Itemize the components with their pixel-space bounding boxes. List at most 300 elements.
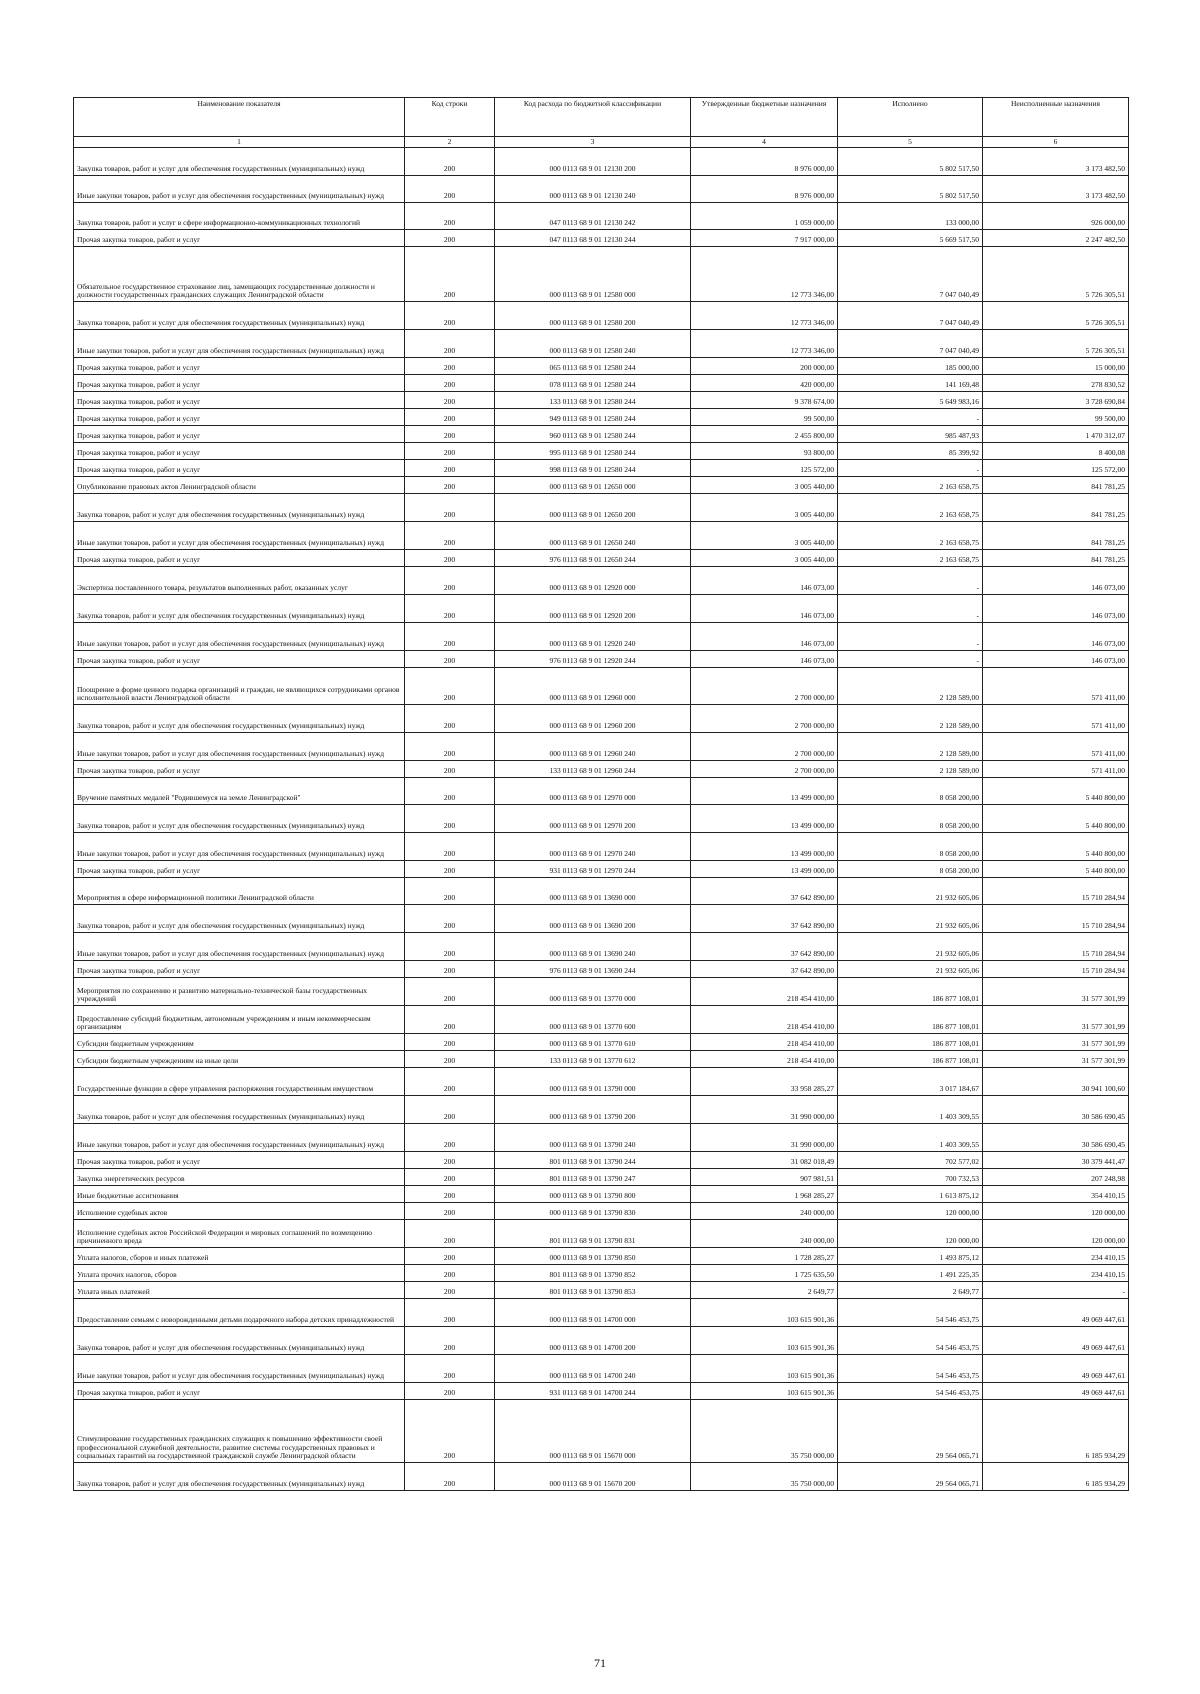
row-unexecuted-value: 15 710 284,94 bbox=[983, 878, 1129, 905]
row-unexecuted-value: 278 830,52 bbox=[983, 375, 1129, 392]
row-name: Предоставление субсидий бюджетным, автономным учреждениям и иным некоммерческим организациям bbox=[74, 1006, 405, 1034]
column-number-row bbox=[74, 137, 1129, 148]
row-classification-code: 801 0113 68 9 01 13790 853 bbox=[495, 1282, 691, 1299]
row-line-code: 200 bbox=[405, 1068, 495, 1096]
row-approved-value: 1 728 285,27 bbox=[691, 1248, 838, 1265]
row-unexecuted-value: 6 185 934,29 bbox=[983, 1463, 1129, 1491]
row-line-code: 200 bbox=[405, 1124, 495, 1152]
table-row bbox=[74, 426, 1129, 443]
header-line-code: Код строки bbox=[405, 98, 495, 137]
row-unexecuted-value: 571 411,00 bbox=[983, 668, 1129, 705]
row-unexecuted-value: 571 411,00 bbox=[983, 761, 1129, 778]
row-name: Прочая закупка товаров, работ и услуг bbox=[74, 861, 405, 878]
row-line-code: 200 bbox=[405, 1203, 495, 1220]
row-unexecuted-value: 49 069 447,61 bbox=[983, 1383, 1129, 1400]
row-approved-value: 2 700 000,00 bbox=[691, 668, 838, 705]
table-row bbox=[74, 176, 1129, 203]
row-name: Закупка товаров, работ и услуг для обеспечения государственных (муниципальных) нужд bbox=[74, 1327, 405, 1355]
row-name: Государственные функции в сфере управления распоряжения государственным имуществом bbox=[74, 1068, 405, 1096]
row-name: Иные закупки товаров, работ и услуг для обеспечения государственных (муниципальных) нужд bbox=[74, 330, 405, 358]
row-approved-value: 93 800,00 bbox=[691, 443, 838, 460]
row-line-code: 200 bbox=[405, 1383, 495, 1400]
row-unexecuted-value: 146 073,00 bbox=[983, 651, 1129, 668]
row-classification-code: 000 0113 68 9 01 13790 800 bbox=[495, 1186, 691, 1203]
row-classification-code: 000 0113 68 9 01 13790 240 bbox=[495, 1124, 691, 1152]
table-row bbox=[74, 961, 1129, 978]
row-classification-code: 976 0113 68 9 01 12650 244 bbox=[495, 550, 691, 567]
row-line-code: 200 bbox=[405, 878, 495, 905]
row-name: Прочая закупка товаров, работ и услуг bbox=[74, 409, 405, 426]
row-unexecuted-value: 354 410,15 bbox=[983, 1186, 1129, 1203]
row-line-code: 200 bbox=[405, 203, 495, 230]
row-classification-code: 949 0113 68 9 01 12580 244 bbox=[495, 409, 691, 426]
row-name: Закупка товаров, работ и услуг для обеспечения государственных (муниципальных) нужд bbox=[74, 905, 405, 933]
row-line-code: 200 bbox=[405, 1400, 495, 1463]
row-unexecuted-value: 234 410,15 bbox=[983, 1248, 1129, 1265]
page-number: 71 bbox=[594, 1656, 606, 1670]
row-executed-value: 5 802 517,50 bbox=[838, 148, 983, 176]
row-executed-value: 54 546 453,75 bbox=[838, 1383, 983, 1400]
row-name: Уплата иных платежей bbox=[74, 1282, 405, 1299]
row-classification-code: 000 0113 68 9 01 13690 000 bbox=[495, 878, 691, 905]
row-approved-value: 37 642 890,00 bbox=[691, 878, 838, 905]
table-row bbox=[74, 595, 1129, 623]
table-row bbox=[74, 1265, 1129, 1282]
row-unexecuted-value: 5 726 305,51 bbox=[983, 302, 1129, 330]
row-classification-code: 000 0113 68 9 01 12130 200 bbox=[495, 148, 691, 176]
row-line-code: 200 bbox=[405, 668, 495, 705]
row-classification-code: 801 0113 68 9 01 13790 852 bbox=[495, 1265, 691, 1282]
row-unexecuted-value: 125 572,00 bbox=[983, 460, 1129, 477]
row-classification-code: 000 0113 68 9 01 12580 200 bbox=[495, 302, 691, 330]
table-row bbox=[74, 861, 1129, 878]
row-approved-value: 103 615 901,36 bbox=[691, 1327, 838, 1355]
row-executed-value: 54 546 453,75 bbox=[838, 1355, 983, 1383]
row-unexecuted-value: 841 781,25 bbox=[983, 477, 1129, 494]
row-line-code: 200 bbox=[405, 302, 495, 330]
row-line-code: 200 bbox=[405, 1282, 495, 1299]
table-row bbox=[74, 878, 1129, 905]
row-name: Прочая закупка товаров, работ и услуг bbox=[74, 550, 405, 567]
row-approved-value: 35 750 000,00 bbox=[691, 1400, 838, 1463]
row-name: Мероприятия по сохранению и развитию материально-технической базы государственных учреждений bbox=[74, 978, 405, 1006]
row-executed-value: - bbox=[838, 623, 983, 651]
row-classification-code: 960 0113 68 9 01 12580 244 bbox=[495, 426, 691, 443]
row-line-code: 200 bbox=[405, 1051, 495, 1068]
row-name: Обязательное государственное страхование лиц, замещающих государственные должности и должности государственных гражданских служащих Ленинградской области bbox=[74, 247, 405, 302]
row-approved-value: 37 642 890,00 bbox=[691, 961, 838, 978]
row-line-code: 200 bbox=[405, 392, 495, 409]
row-executed-value: 1 403 309,55 bbox=[838, 1096, 983, 1124]
row-classification-code: 000 0113 68 9 01 12970 240 bbox=[495, 833, 691, 861]
row-unexecuted-value: 15 710 284,94 bbox=[983, 961, 1129, 978]
row-unexecuted-value: 841 781,25 bbox=[983, 494, 1129, 522]
row-line-code: 200 bbox=[405, 358, 495, 375]
row-approved-value: 1 059 000,00 bbox=[691, 203, 838, 230]
row-classification-code: 000 0113 68 9 01 13690 240 bbox=[495, 933, 691, 961]
row-line-code: 200 bbox=[405, 494, 495, 522]
row-approved-value: 31 990 000,00 bbox=[691, 1124, 838, 1152]
row-approved-value: 240 000,00 bbox=[691, 1220, 838, 1248]
row-line-code: 200 bbox=[405, 247, 495, 302]
row-classification-code: 801 0113 68 9 01 13790 247 bbox=[495, 1169, 691, 1186]
row-classification-code: 995 0113 68 9 01 12580 244 bbox=[495, 443, 691, 460]
row-approved-value: 218 454 410,00 bbox=[691, 978, 838, 1006]
row-approved-value: 12 773 346,00 bbox=[691, 302, 838, 330]
row-unexecuted-value: 146 073,00 bbox=[983, 567, 1129, 595]
row-line-code: 200 bbox=[405, 705, 495, 733]
table-row bbox=[74, 567, 1129, 595]
row-classification-code: 000 0113 68 9 01 12650 000 bbox=[495, 477, 691, 494]
row-unexecuted-value: 31 577 301,99 bbox=[983, 1051, 1129, 1068]
row-unexecuted-value: 5 440 800,00 bbox=[983, 833, 1129, 861]
row-approved-value: 13 499 000,00 bbox=[691, 805, 838, 833]
row-approved-value: 3 005 440,00 bbox=[691, 494, 838, 522]
table-row bbox=[74, 833, 1129, 861]
table-row bbox=[74, 409, 1129, 426]
row-unexecuted-value: 926 000,00 bbox=[983, 203, 1129, 230]
row-unexecuted-value: 30 941 100,60 bbox=[983, 1068, 1129, 1096]
row-name: Закупка товаров, работ и услуг для обеспечения государственных (муниципальных) нужд bbox=[74, 494, 405, 522]
row-line-code: 200 bbox=[405, 1152, 495, 1169]
row-approved-value: 125 572,00 bbox=[691, 460, 838, 477]
table-row bbox=[74, 733, 1129, 761]
row-classification-code: 133 0113 68 9 01 12580 244 bbox=[495, 392, 691, 409]
table-row bbox=[74, 148, 1129, 176]
row-executed-value: 21 932 605,06 bbox=[838, 905, 983, 933]
row-classification-code: 000 0113 68 9 01 13790 830 bbox=[495, 1203, 691, 1220]
row-executed-value: 29 564 065,71 bbox=[838, 1400, 983, 1463]
row-name: Закупка товаров, работ и услуг для обеспечения государственных (муниципальных) нужд bbox=[74, 302, 405, 330]
row-name: Прочая закупка товаров, работ и услуг bbox=[74, 460, 405, 477]
table-row bbox=[74, 522, 1129, 550]
row-approved-value: 3 005 440,00 bbox=[691, 550, 838, 567]
row-unexecuted-value: 207 248,98 bbox=[983, 1169, 1129, 1186]
row-classification-code: 000 0113 68 9 01 12650 240 bbox=[495, 522, 691, 550]
table-row bbox=[74, 1248, 1129, 1265]
row-executed-value: 186 877 108,01 bbox=[838, 978, 983, 1006]
row-approved-value: 2 649,77 bbox=[691, 1282, 838, 1299]
row-approved-value: 1 968 285,27 bbox=[691, 1186, 838, 1203]
row-name: Иные закупки товаров, работ и услуг для обеспечения государственных (муниципальных) нужд bbox=[74, 833, 405, 861]
header-row bbox=[74, 98, 1129, 137]
row-name: Иные закупки товаров, работ и услуг для обеспечения государственных (муниципальных) нужд bbox=[74, 522, 405, 550]
row-unexecuted-value: 1 470 312,07 bbox=[983, 426, 1129, 443]
row-classification-code: 801 0113 68 9 01 13790 831 bbox=[495, 1220, 691, 1248]
table-row bbox=[74, 805, 1129, 833]
row-unexecuted-value: 49 069 447,61 bbox=[983, 1327, 1129, 1355]
row-executed-value: 1 493 875,12 bbox=[838, 1248, 983, 1265]
table-row bbox=[74, 358, 1129, 375]
row-name: Закупка товаров, работ и услуг для обеспечения государственных (муниципальных) нужд bbox=[74, 805, 405, 833]
table-row bbox=[74, 778, 1129, 805]
table-row bbox=[74, 1383, 1129, 1400]
row-approved-value: 103 615 901,36 bbox=[691, 1299, 838, 1327]
row-classification-code: 000 0113 68 9 01 15670 000 bbox=[495, 1400, 691, 1463]
row-unexecuted-value: 5 440 800,00 bbox=[983, 861, 1129, 878]
row-name: Иные закупки товаров, работ и услуг для обеспечения государственных (муниципальных) нужд bbox=[74, 1355, 405, 1383]
row-classification-code: 133 0113 68 9 01 13770 612 bbox=[495, 1051, 691, 1068]
row-line-code: 200 bbox=[405, 651, 495, 668]
row-classification-code: 000 0113 68 9 01 12960 000 bbox=[495, 668, 691, 705]
row-line-code: 200 bbox=[405, 1463, 495, 1491]
row-unexecuted-value: 234 410,15 bbox=[983, 1265, 1129, 1282]
row-approved-value: 31 082 018,49 bbox=[691, 1152, 838, 1169]
row-line-code: 200 bbox=[405, 1355, 495, 1383]
row-classification-code: 000 0113 68 9 01 13770 610 bbox=[495, 1034, 691, 1051]
row-line-code: 200 bbox=[405, 330, 495, 358]
row-name: Прочая закупка товаров, работ и услуг bbox=[74, 651, 405, 668]
row-classification-code: 000 0113 68 9 01 14700 000 bbox=[495, 1299, 691, 1327]
row-name: Опубликование правовых актов Ленинградской области bbox=[74, 477, 405, 494]
row-line-code: 200 bbox=[405, 1248, 495, 1265]
row-unexecuted-value: 2 247 482,50 bbox=[983, 230, 1129, 247]
row-classification-code: 000 0113 68 9 01 12580 240 bbox=[495, 330, 691, 358]
row-classification-code: 801 0113 68 9 01 13790 244 bbox=[495, 1152, 691, 1169]
row-classification-code: 000 0113 68 9 01 13790 000 bbox=[495, 1068, 691, 1096]
row-executed-value: 985 487,93 bbox=[838, 426, 983, 443]
table-row bbox=[74, 1096, 1129, 1124]
row-executed-value: - bbox=[838, 651, 983, 668]
row-name: Прочая закупка товаров, работ и услуг bbox=[74, 358, 405, 375]
row-approved-value: 35 750 000,00 bbox=[691, 1463, 838, 1491]
row-approved-value: 146 073,00 bbox=[691, 623, 838, 651]
table-row bbox=[74, 550, 1129, 567]
row-executed-value: 2 128 589,00 bbox=[838, 761, 983, 778]
row-line-code: 200 bbox=[405, 978, 495, 1006]
row-classification-code: 931 0113 68 9 01 14700 244 bbox=[495, 1383, 691, 1400]
table-row bbox=[74, 477, 1129, 494]
row-name: Прочая закупка товаров, работ и услуг bbox=[74, 443, 405, 460]
row-unexecuted-value: 5 440 800,00 bbox=[983, 805, 1129, 833]
row-executed-value: - bbox=[838, 460, 983, 477]
row-approved-value: 420 000,00 bbox=[691, 375, 838, 392]
row-unexecuted-value: 30 586 690,45 bbox=[983, 1124, 1129, 1152]
table-row bbox=[74, 1400, 1129, 1463]
row-name: Иные закупки товаров, работ и услуг для обеспечения государственных (муниципальных) нужд bbox=[74, 733, 405, 761]
row-name: Прочая закупка товаров, работ и услуг bbox=[74, 761, 405, 778]
row-approved-value: 218 454 410,00 bbox=[691, 1034, 838, 1051]
row-name: Прочая закупка товаров, работ и услуг bbox=[74, 426, 405, 443]
table-row bbox=[74, 330, 1129, 358]
row-unexecuted-value: 15 710 284,94 bbox=[983, 933, 1129, 961]
row-approved-value: 8 976 000,00 bbox=[691, 176, 838, 203]
row-unexecuted-value: 31 577 301,99 bbox=[983, 1006, 1129, 1034]
row-line-code: 200 bbox=[405, 567, 495, 595]
row-executed-value: 5 649 983,16 bbox=[838, 392, 983, 409]
table-row bbox=[74, 1034, 1129, 1051]
table-row bbox=[74, 1152, 1129, 1169]
row-name: Прочая закупка товаров, работ и услуг bbox=[74, 230, 405, 247]
row-line-code: 200 bbox=[405, 550, 495, 567]
row-unexecuted-value: 5 440 800,00 bbox=[983, 778, 1129, 805]
table-row bbox=[74, 494, 1129, 522]
table-body bbox=[74, 148, 1129, 1491]
budget-execution-table bbox=[73, 97, 1129, 1491]
row-unexecuted-value: 571 411,00 bbox=[983, 733, 1129, 761]
column-number: 6 bbox=[983, 137, 1129, 148]
column-number: 4 bbox=[691, 137, 838, 148]
row-unexecuted-value: 5 726 305,51 bbox=[983, 330, 1129, 358]
row-executed-value: 2 163 658,75 bbox=[838, 522, 983, 550]
row-executed-value: 8 058 200,00 bbox=[838, 833, 983, 861]
table-row bbox=[74, 302, 1129, 330]
row-approved-value: 3 005 440,00 bbox=[691, 522, 838, 550]
row-unexecuted-value: 841 781,25 bbox=[983, 522, 1129, 550]
table-row bbox=[74, 392, 1129, 409]
row-approved-value: 907 981,51 bbox=[691, 1169, 838, 1186]
table-row bbox=[74, 1220, 1129, 1248]
row-name: Закупка товаров, работ и услуг для обеспечения государственных (муниципальных) нужд bbox=[74, 1096, 405, 1124]
row-name: Закупка энергетических ресурсов bbox=[74, 1169, 405, 1186]
column-number: 5 bbox=[838, 137, 983, 148]
row-classification-code: 000 0113 68 9 01 13790 850 bbox=[495, 1248, 691, 1265]
row-name: Иные закупки товаров, работ и услуг для обеспечения государственных (муниципальных) нужд bbox=[74, 623, 405, 651]
row-line-code: 200 bbox=[405, 1220, 495, 1248]
row-executed-value: 85 399,92 bbox=[838, 443, 983, 460]
row-executed-value: 7 047 040,49 bbox=[838, 302, 983, 330]
row-executed-value: 2 128 589,00 bbox=[838, 733, 983, 761]
row-executed-value: 5 669 517,50 bbox=[838, 230, 983, 247]
row-executed-value: 185 000,00 bbox=[838, 358, 983, 375]
table-row bbox=[74, 1006, 1129, 1034]
row-approved-value: 13 499 000,00 bbox=[691, 861, 838, 878]
row-classification-code: 000 0113 68 9 01 12960 200 bbox=[495, 705, 691, 733]
row-classification-code: 000 0113 68 9 01 12970 000 bbox=[495, 778, 691, 805]
row-executed-value: 21 932 605,06 bbox=[838, 961, 983, 978]
row-line-code: 200 bbox=[405, 961, 495, 978]
row-classification-code: 078 0113 68 9 01 12580 244 bbox=[495, 375, 691, 392]
row-name: Предоставление семьям с новорожденными детьми подарочного набора детских принадлежностей bbox=[74, 1299, 405, 1327]
row-executed-value: 8 058 200,00 bbox=[838, 778, 983, 805]
row-name: Иные закупки товаров, работ и услуг для обеспечения государственных (муниципальных) нужд bbox=[74, 933, 405, 961]
row-executed-value: 1 403 309,55 bbox=[838, 1124, 983, 1152]
row-approved-value: 13 499 000,00 bbox=[691, 778, 838, 805]
row-name: Иные бюджетные ассигнования bbox=[74, 1186, 405, 1203]
row-name: Закупка товаров, работ и услуг для обеспечения государственных (муниципальных) нужд bbox=[74, 148, 405, 176]
row-executed-value: 2 163 658,75 bbox=[838, 477, 983, 494]
row-classification-code: 000 0113 68 9 01 12920 240 bbox=[495, 623, 691, 651]
row-line-code: 200 bbox=[405, 148, 495, 176]
row-executed-value: - bbox=[838, 567, 983, 595]
row-name: Прочая закупка товаров, работ и услуг bbox=[74, 1152, 405, 1169]
row-unexecuted-value: 15 710 284,94 bbox=[983, 905, 1129, 933]
row-line-code: 200 bbox=[405, 1186, 495, 1203]
table-row bbox=[74, 247, 1129, 302]
row-approved-value: 218 454 410,00 bbox=[691, 1006, 838, 1034]
row-name: Вручение памятных медалей "Родившемуся на земле Ленинградской" bbox=[74, 778, 405, 805]
row-name: Исполнение судебных актов bbox=[74, 1203, 405, 1220]
header-unexecuted-appropriations: Неисполненные назначения bbox=[983, 98, 1129, 137]
row-executed-value: 186 877 108,01 bbox=[838, 1051, 983, 1068]
row-executed-value: 702 577,02 bbox=[838, 1152, 983, 1169]
row-executed-value: 2 128 589,00 bbox=[838, 705, 983, 733]
row-executed-value: - bbox=[838, 409, 983, 426]
row-name: Мероприятия в сфере информационной политики Ленинградской области bbox=[74, 878, 405, 905]
row-name: Прочая закупка товаров, работ и услуг bbox=[74, 1383, 405, 1400]
row-approved-value: 99 500,00 bbox=[691, 409, 838, 426]
table-row bbox=[74, 375, 1129, 392]
row-unexecuted-value: - bbox=[983, 1282, 1129, 1299]
row-name: Исполнение судебных актов Российской Федерации и мировых соглашений по возмещению причиненного вреда bbox=[74, 1220, 405, 1248]
row-classification-code: 133 0113 68 9 01 12960 244 bbox=[495, 761, 691, 778]
row-classification-code: 000 0113 68 9 01 12970 200 bbox=[495, 805, 691, 833]
row-line-code: 200 bbox=[405, 230, 495, 247]
row-executed-value: 3 017 184,67 bbox=[838, 1068, 983, 1096]
header-indicator-name: Наименование показателя bbox=[74, 98, 405, 137]
row-approved-value: 200 000,00 bbox=[691, 358, 838, 375]
table-row bbox=[74, 623, 1129, 651]
row-name: Закупка товаров, работ и услуг в сфере информационно-коммуникационных технологий bbox=[74, 203, 405, 230]
row-approved-value: 1 725 635,50 bbox=[691, 1265, 838, 1282]
row-unexecuted-value: 120 000,00 bbox=[983, 1220, 1129, 1248]
row-line-code: 200 bbox=[405, 1327, 495, 1355]
row-approved-value: 103 615 901,36 bbox=[691, 1355, 838, 1383]
column-number: 3 bbox=[495, 137, 691, 148]
row-name: Поощрение в форме ценного подарка организаций и граждан, не являющихся сотрудниками органов исполнительной власти Ленинградской области bbox=[74, 668, 405, 705]
row-classification-code: 000 0113 68 9 01 12920 200 bbox=[495, 595, 691, 623]
row-line-code: 200 bbox=[405, 861, 495, 878]
row-approved-value: 103 615 901,36 bbox=[691, 1383, 838, 1400]
row-executed-value: 120 000,00 bbox=[838, 1203, 983, 1220]
row-executed-value: - bbox=[838, 595, 983, 623]
row-approved-value: 146 073,00 bbox=[691, 651, 838, 668]
row-line-code: 200 bbox=[405, 623, 495, 651]
row-line-code: 200 bbox=[405, 778, 495, 805]
row-executed-value: 7 047 040,49 bbox=[838, 330, 983, 358]
table-row bbox=[74, 651, 1129, 668]
row-unexecuted-value: 6 185 934,29 bbox=[983, 1400, 1129, 1463]
row-unexecuted-value: 31 577 301,99 bbox=[983, 978, 1129, 1006]
row-line-code: 200 bbox=[405, 933, 495, 961]
table-row bbox=[74, 1186, 1129, 1203]
row-executed-value: 8 058 200,00 bbox=[838, 861, 983, 878]
table-row bbox=[74, 1169, 1129, 1186]
table-row bbox=[74, 933, 1129, 961]
row-classification-code: 000 0113 68 9 01 13790 200 bbox=[495, 1096, 691, 1124]
row-approved-value: 146 073,00 bbox=[691, 595, 838, 623]
table-row bbox=[74, 1282, 1129, 1299]
row-executed-value: 29 564 065,71 bbox=[838, 1463, 983, 1491]
table-row bbox=[74, 761, 1129, 778]
row-classification-code: 065 0113 68 9 01 12580 244 bbox=[495, 358, 691, 375]
row-executed-value: 54 546 453,75 bbox=[838, 1327, 983, 1355]
row-unexecuted-value: 120 000,00 bbox=[983, 1203, 1129, 1220]
header-approved-appropriations: Утвержденные бюджетные назначения bbox=[691, 98, 838, 137]
row-approved-value: 146 073,00 bbox=[691, 567, 838, 595]
row-name: Иные закупки товаров, работ и услуг для обеспечения государственных (муниципальных) нужд bbox=[74, 1124, 405, 1152]
row-approved-value: 8 976 000,00 bbox=[691, 148, 838, 176]
table-row bbox=[74, 203, 1129, 230]
row-name: Прочая закупка товаров, работ и услуг bbox=[74, 961, 405, 978]
row-name: Субсидии бюджетным учреждениям bbox=[74, 1034, 405, 1051]
column-number: 2 bbox=[405, 137, 495, 148]
row-executed-value: 8 058 200,00 bbox=[838, 805, 983, 833]
row-name: Уплата прочих налогов, сборов bbox=[74, 1265, 405, 1282]
row-classification-code: 998 0113 68 9 01 12580 244 bbox=[495, 460, 691, 477]
row-line-code: 200 bbox=[405, 409, 495, 426]
table-row bbox=[74, 1203, 1129, 1220]
row-line-code: 200 bbox=[405, 905, 495, 933]
row-approved-value: 2 700 000,00 bbox=[691, 705, 838, 733]
row-unexecuted-value: 146 073,00 bbox=[983, 623, 1129, 651]
table-row bbox=[74, 668, 1129, 705]
row-executed-value: 2 163 658,75 bbox=[838, 494, 983, 522]
row-line-code: 200 bbox=[405, 1299, 495, 1327]
row-name: Стимулирование государственных гражданских служащих к повышению эффективности своей профессиональной служебной деятельности, развитие системы государственных правовых и социальных гарантий на государственной гражданской службе Ленинградской области bbox=[74, 1400, 405, 1463]
row-classification-code: 976 0113 68 9 01 13690 244 bbox=[495, 961, 691, 978]
row-unexecuted-value: 3 728 690,84 bbox=[983, 392, 1129, 409]
